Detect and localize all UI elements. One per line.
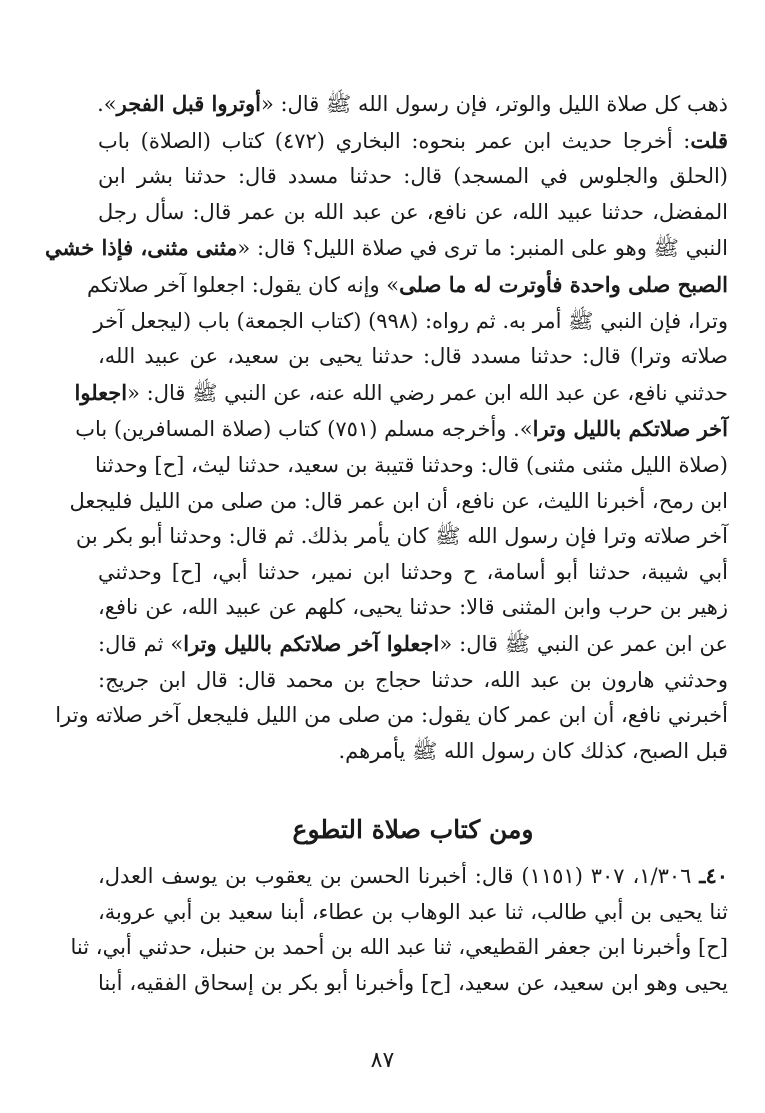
text-line: صلاته وترا) قال: حدثنا مسدد قال: حدثنا يحيى بن سعيد، عن عبيد الله، <box>98 344 728 369</box>
text-line: عن ابن عمر عن النبي ﷺ قال: «اجعلوا آخر صلاتكم بالليل وترا» ثم قال: <box>98 630 728 656</box>
text-line: حدثني نافع، عن عبد الله ابن عمر رضي الله عنه، عن النبي ﷺ قال: «اجعلوا <box>74 379 728 405</box>
text-line: يحيى وهو ابن سعيد، عن سعيد، [ح] وأخبرنا أبو بكر بن إسحاق الفقيه، أبنا <box>98 970 729 995</box>
text-line: (صلاة الليل مثنى مثنى) قال: وحدثنا قتيبة بن سعيد، حدثنا ليث، [ح] وحدثنا <box>94 452 728 477</box>
text-line: قلت: أخرجا حديث ابن عمر بنحوه: البخاري (٤٧٢) كتاب (الصلاة) باب <box>98 127 728 153</box>
text-line: المفضل، حدثنا عبيد الله، عن نافع، عن عبد الله بن عمر قال: سأل رجل <box>98 199 728 224</box>
text-line: (الحلق والجلوس في المسجد) قال: حدثنا مسدد قال: حدثنا بشر ابن <box>98 164 728 189</box>
text-line: قبل الصبح، كذلك كان رسول الله ﷺ يأمرهم. <box>338 738 728 763</box>
hadith-number: ٤٠ـ <box>699 863 729 888</box>
text-line: أبي شيبة، حدثنا أبو أسامة، ح وحدثنا ابن نمير، حدثنا أبي، [ح] وحدثني <box>98 559 728 584</box>
text-line: الصبح صلى واحدة فأوترت له ما صلى» وإنه كان يقول: اجعلوا آخر صلاتكم <box>86 271 728 297</box>
text-line: ثنا يحيى بن أبي طالب، ثنا عبد الوهاب بن عطاء، أبنا سعيد بن أبي عروبة، <box>98 899 728 924</box>
text-line: وترا، فإن النبي ﷺ أمر به. ثم رواه: (٩٩٨) (كتاب الجمعة) باب (ليجعل آخر <box>93 308 728 333</box>
page-number: ٨٧ <box>370 1048 395 1073</box>
text-line: آخر صلاتكم بالليل وترا». وأخرجه مسلم (٧٥١) كتاب (صلاة المسافرين) باب <box>75 416 728 442</box>
text-line: وحدثني هارون بن عبد الله، حدثنا حجاج بن محمد قال: قال ابن جريج: <box>98 667 728 692</box>
text-line: أخبرني نافع، أن ابن عمر كان يقول: من صلى من الليل فليجعل آخر صلاته وترا <box>55 703 728 728</box>
text-line: آخر صلاته وترا فإن رسول الله ﷺ كان يأمر بذلك. ثم قال: وحدثنا أبو بكر بن <box>75 524 728 549</box>
text-line: النبي ﷺ وهو على المنبر: ما ترى في صلاة الليل؟ قال: «مثنى مثنى، فإذا خشي <box>45 235 728 261</box>
hadith-entry-text <box>70 858 729 1001</box>
text-line: ابن رمح، أخبرنا الليث، عن نافع، أن ابن عمر قال: من صلى من الليل فليجعل <box>69 488 728 513</box>
text-line: [ح] وأخبرنا ابن جعفر القطيعي، ثنا عبد الله بن أحمد بن حنبل، حدثني أبي، ثنا <box>70 935 728 960</box>
section-heading: ومن كتاب صلاة التطوع <box>292 815 534 844</box>
hadith-commentary-text <box>45 86 728 769</box>
text-line: ٤٠ـ ١/٣٠٦، ٣٠٧ (١١٥١) قال: أخبرنا الحسن بن يعقوب بن يوسف العدل، <box>98 863 729 888</box>
text-line: ذهب كل صلاة الليل والوتر، فإن رسول الله ﷺ قال: «أوتروا قبل الفجر». <box>97 91 728 116</box>
text-line: زهير بن حرب وابن المثنى قالا: حدثنا يحيى، كلهم عن عبيد الله، عن نافع، <box>98 595 728 620</box>
